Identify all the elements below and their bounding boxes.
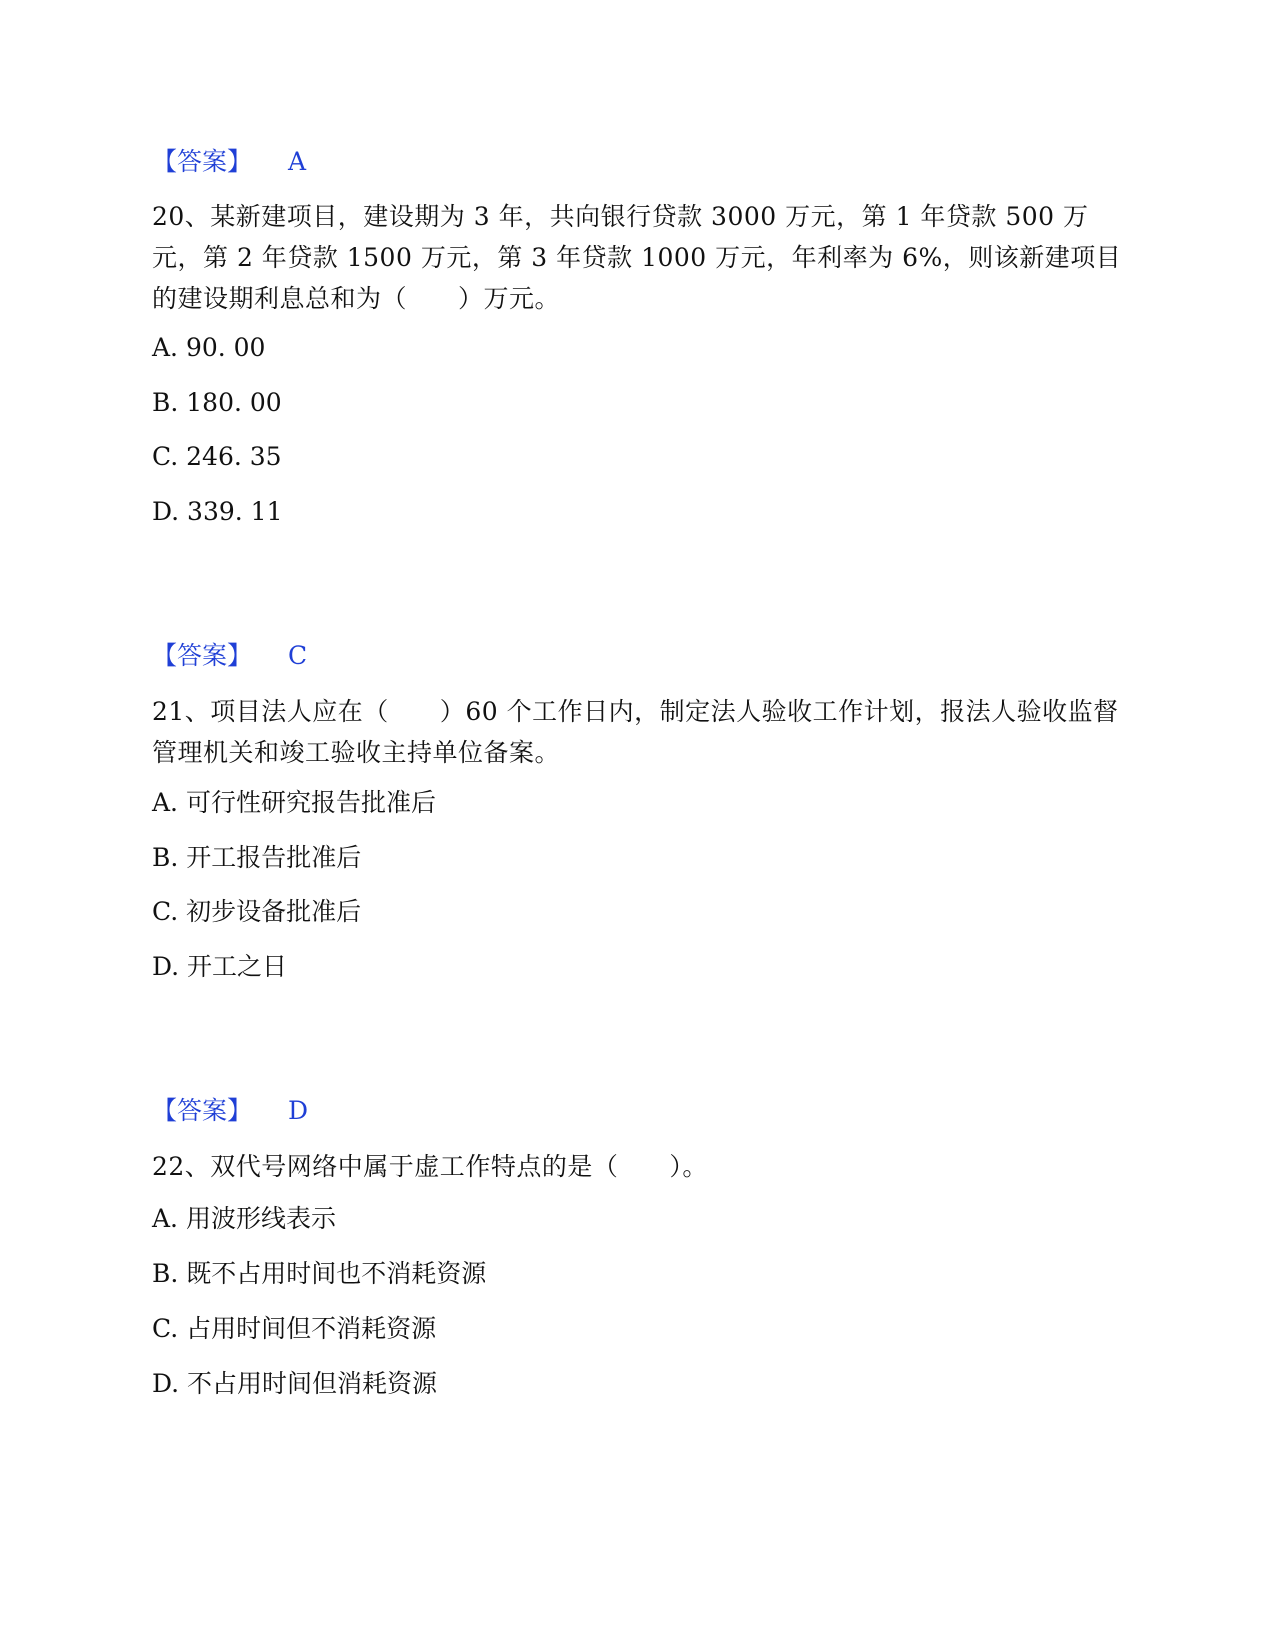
question-20-option-a: A. 90. 00 xyxy=(152,333,266,362)
answer-value: D xyxy=(288,1096,309,1125)
question-22-option-c: C. 占用时间但不消耗资源 xyxy=(152,1314,437,1343)
question-21-option-c: C. 初步设备批准后 xyxy=(152,897,362,926)
question-21-option-a: A. 可行性研究报告批准后 xyxy=(152,788,436,817)
question-22-option-a: A. 用波形线表示 xyxy=(152,1204,336,1233)
answer-line xyxy=(152,144,306,180)
answer-value: A xyxy=(288,147,307,176)
question-20-option-c: C. 246. 35 xyxy=(152,442,282,471)
question-20-option-d: D. 339. 11 xyxy=(152,497,283,526)
question-21-option-b: B. 开工报告批准后 xyxy=(152,843,362,872)
question-22-option-b: B. 既不占用时间也不消耗资源 xyxy=(152,1259,487,1288)
question-22-text: 22、双代号网络中属于虚工作特点的是（ ）。 xyxy=(152,1152,708,1181)
question-21-text: 21、项目法人应在（ ）60 个工作日内，制定法人验收工作计划，报法人验收监督管理机关和竣工验收主持单位备案。 xyxy=(152,697,1119,767)
answer-label: 【答案】 xyxy=(152,147,253,176)
answer-value: C xyxy=(288,641,308,670)
question-20-option-b: B. 180. 00 xyxy=(152,388,282,417)
answer-line xyxy=(152,638,307,674)
question-20-text: 20、某新建项目，建设期为 3 年，共向银行贷款 3000 万元，第 1 年贷款 500 万元，第 2 年贷款 1500 万元，第 3 年贷款 1000 万元，年利率为 6%，则该新建项目的建设期利息总和为（ ）万元。 xyxy=(152,202,1122,313)
question-22-option-d: D. 不占用时间但消耗资源 xyxy=(152,1369,438,1398)
question-21-option-d: D. 开工之日 xyxy=(152,952,288,981)
answer-label: 【答案】 xyxy=(152,641,253,670)
answer-label: 【答案】 xyxy=(152,1096,253,1125)
answer-line xyxy=(152,1093,308,1129)
